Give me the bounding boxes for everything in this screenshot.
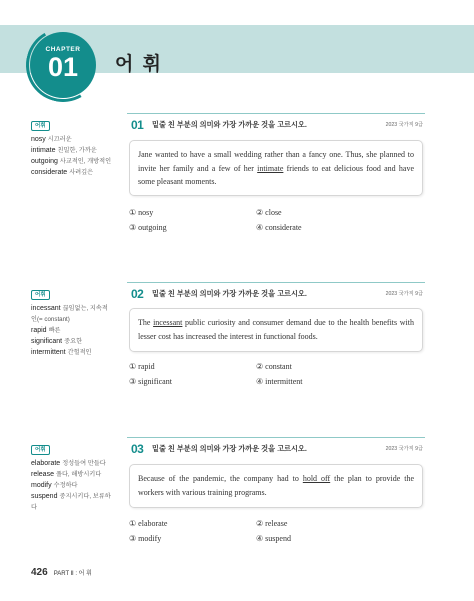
question-source: 2023 국가직 9급 [385,446,423,452]
option-2[interactable]: ② release [256,519,288,528]
option-4[interactable]: ④ suspend [256,534,291,543]
chapter-title: 어 휘 [115,54,163,75]
question-passage: Jane wanted to have a small wedding rather than a fancy one. Thus, she planned to invite her family and a few of her intimate friends to eat delicious food and have some pleasant moments. [129,140,423,196]
question-instruction: 밑줄 친 부분의 의미와 가장 가까운 것을 고르시오. [152,120,307,129]
question-passage: The incessant public curiosity and consumer demand due to the health benefits with lesser cost has increased the interest in functional foods. [129,308,423,352]
question-source: 2023 국가직 9급 [385,122,423,128]
vocab-entry: intermittent 간헐적인 [31,349,92,356]
question-instruction: 밑줄 친 부분의 의미와 가장 가까운 것을 고르시오. [152,444,307,453]
page-number: 426 [31,567,48,578]
vocab-box-2 [31,289,113,358]
answer-options [129,359,419,391]
underlined-word: hold off [302,474,331,483]
option-4[interactable]: ④ considerate [256,223,302,232]
part-label: PART Ⅱ : 어 휘 [53,571,92,577]
underlined-word: intimate [257,163,284,173]
question-divider [127,437,425,438]
page-footer [31,567,92,578]
vocab-entry: suspend 중지시키다, 보류하다 [31,493,111,511]
question-header [131,442,423,456]
vocab-box-1 [31,120,113,178]
vocab-entry: incessant 끊임없는, 지속적인(= constant) [31,305,108,323]
option-4[interactable]: ④ intermittent [256,377,303,386]
vocab-box-3 [31,444,113,513]
chapter-number: 01 [47,51,79,82]
question-header [131,118,423,132]
option-2[interactable]: ② close [256,208,282,217]
option-3[interactable]: ③ outgoing [129,223,167,232]
vocab-entry: rapid 빠른 [31,327,61,334]
vocab-entry: outgoing 사교적인, 개방적인 [31,158,112,165]
question-header [131,287,423,301]
question-number: 02 [131,287,144,301]
vocab-entry: intimate 친밀한, 가까운 [31,147,97,154]
question-divider [127,113,425,114]
question-instruction: 밑줄 친 부분의 의미와 가장 가까운 것을 고르시오. [152,289,307,298]
vocab-tag: 어휘 [31,290,50,300]
chapter-badge [30,32,96,98]
chapter-label: CHAPTER [45,45,81,53]
vocab-tag: 어휘 [31,121,50,131]
vocab-entry: elaborate 정성들여 만들다 [31,460,106,467]
vocab-entry: modify 수정하다 [31,482,78,489]
option-3[interactable]: ③ modify [129,534,162,543]
vocab-entry: release 풀다, 해방시키다 [31,471,102,478]
underlined-word: incessant [153,318,183,327]
question-source: 2023 국가직 9급 [385,291,423,297]
answer-options [129,516,419,548]
option-1[interactable]: ① nosy [129,208,154,217]
option-2[interactable]: ② constant [256,362,292,371]
vocab-tag: 어휘 [31,445,50,455]
vocab-entry: considerate 사려깊은 [31,169,94,176]
question-divider [127,282,425,283]
option-3[interactable]: ③ significant [129,377,172,386]
option-1[interactable]: ① elaborate [129,519,168,528]
question-number: 01 [131,118,144,132]
question-number: 03 [131,442,144,456]
question-passage: Because of the pandemic, the company had to hold off the plan to provide the workers with various training programs. [129,464,423,508]
vocab-entry: nosy 시끄러운 [31,136,72,143]
answer-options [129,205,419,237]
vocab-entry: significant 중요한 [31,338,83,345]
option-1[interactable]: ① rapid [129,362,155,371]
